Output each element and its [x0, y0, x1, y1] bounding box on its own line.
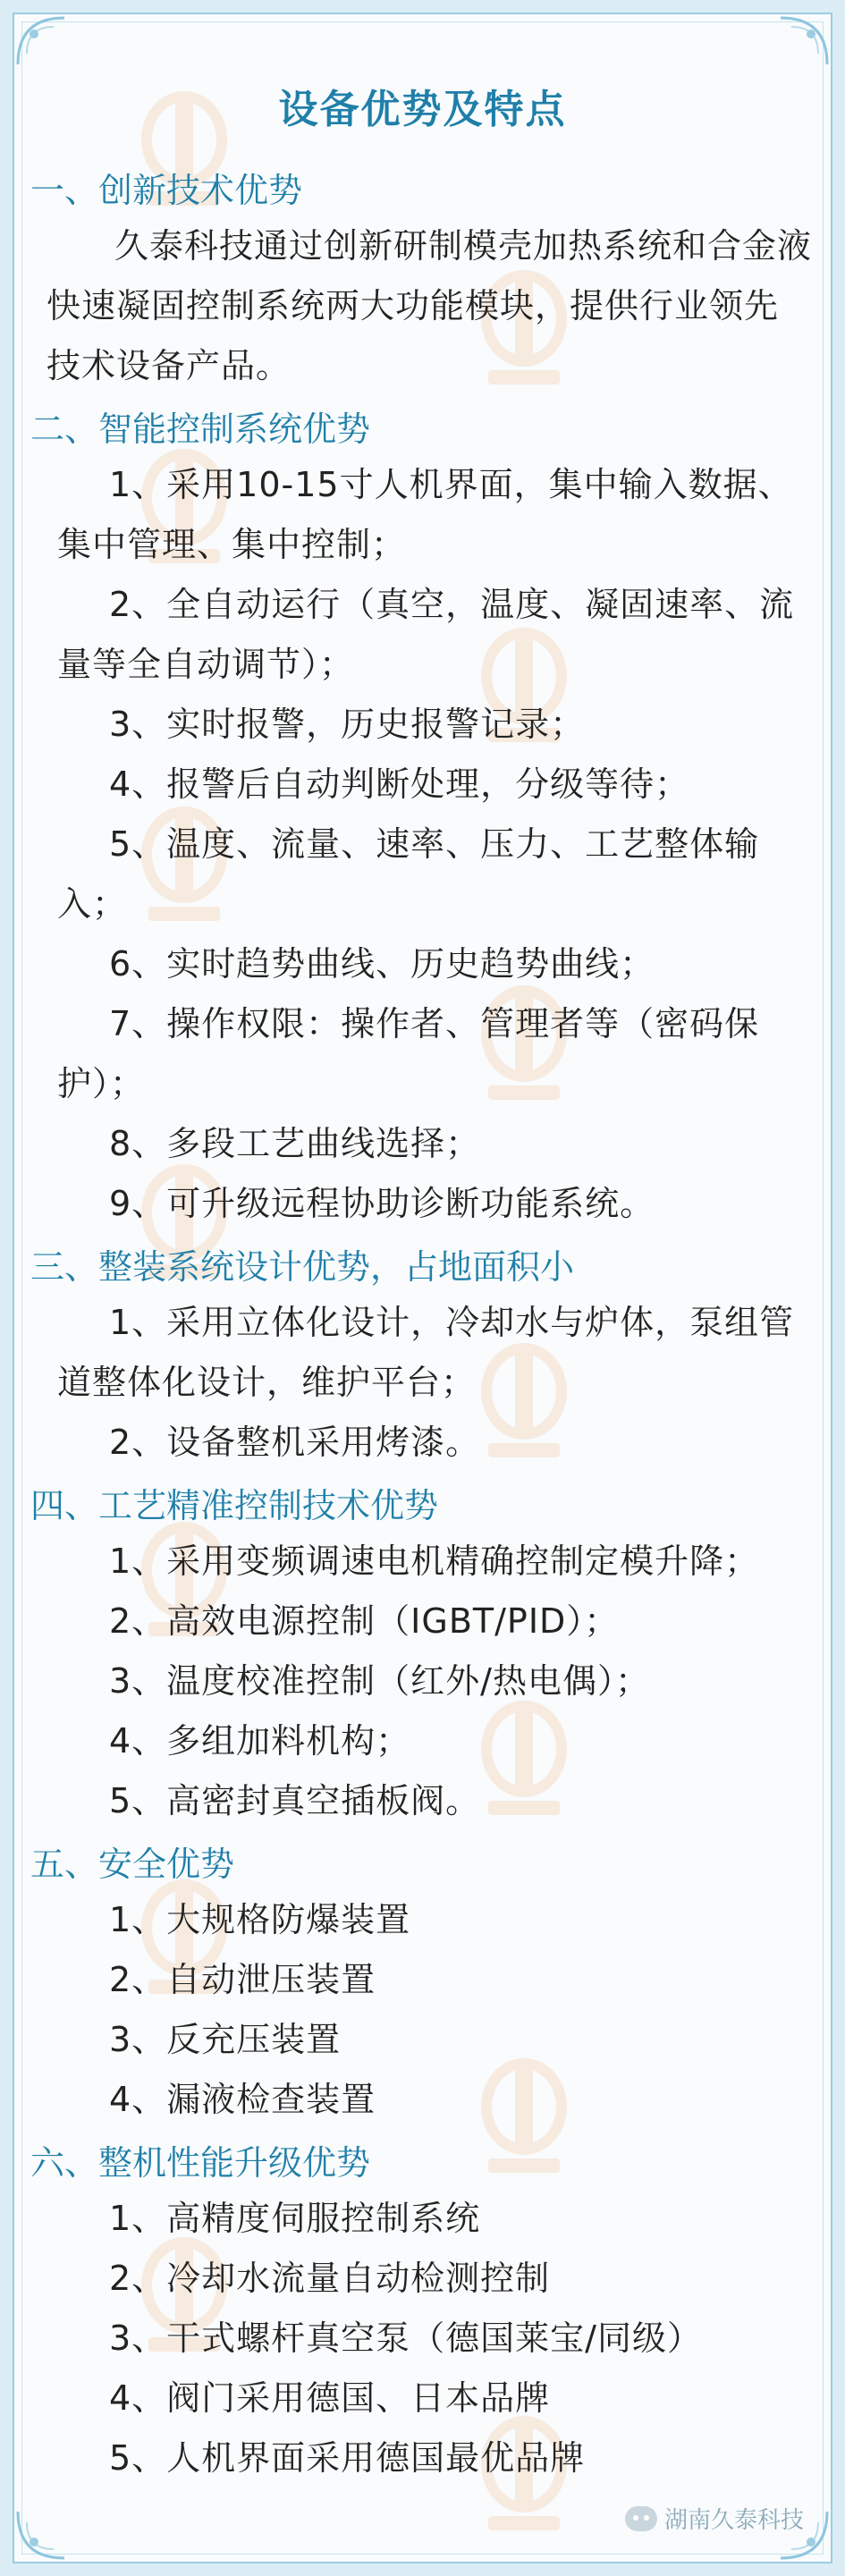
page-title: 设备优势及特点	[278, 87, 567, 132]
list-item: 2、自动泄压装置	[109, 1960, 376, 1999]
content-body	[30, 157, 813, 2492]
list-item: 3、干式螺杆真空泵（德国莱宝/同级）	[109, 2318, 702, 2358]
list-item: 1、大规格防爆装置	[109, 1900, 411, 1939]
list-item: 1、采用变频调速电机精确控制定模升降；	[109, 1541, 760, 1581]
list-item: 2、设备整机采用烤漆。	[109, 1423, 481, 1462]
list-item: 4、漏液检查装置	[109, 2080, 376, 2119]
list-item: 7、操作权限：操作者、管理者等（密码保护）；	[57, 1004, 760, 1103]
list-item: 3、实时报警，历史报警记录；	[109, 705, 586, 744]
list-item: 8、多段工艺曲线选择；	[109, 1124, 481, 1163]
list-item: 1、采用立体化设计，冷却水与炉体，泵组管道整体化设计，维护平台；	[57, 1303, 795, 1402]
list-item: 5、人机界面采用德国最优品牌	[109, 2438, 586, 2478]
brand-label: 湖南久泰科技	[663, 2507, 804, 2534]
corner-ornament	[14, 2508, 68, 2562]
section-heading: 六、整机性能升级优势	[30, 2143, 371, 2183]
list-item: 3、反充压装置	[109, 2020, 342, 2059]
wechat-icon	[625, 2506, 657, 2531]
corner-ornament	[14, 14, 68, 68]
list-item: 4、报警后自动判断处理，分级等待；	[109, 764, 690, 804]
list-item: 1、采用10-15寸人机界面，集中输入数据、集中管理、集中控制；	[57, 465, 793, 564]
section	[30, 165, 813, 396]
section-heading: 四、工艺精准控制技术优势	[30, 1486, 439, 1525]
list-item: 1、高精度伺服控制系统	[109, 2199, 481, 2238]
section-paragraph: 久泰科技通过创新研制模壳加热系统和合金液快速凝固控制系统两大功能模块，提供行业领先技术设备产品。	[46, 226, 813, 385]
section	[30, 1838, 813, 2130]
corner-ornament	[777, 14, 831, 68]
list-item: 3、温度校准控制（红外/热电偶）；	[109, 1661, 650, 1701]
page-frame	[13, 13, 832, 2563]
list-item: 4、阀门采用德国、日本品牌	[109, 2378, 551, 2418]
list-item: 5、高密封真空插板阀。	[109, 1781, 481, 1820]
list-item: 4、多组加料机构；	[109, 1721, 411, 1761]
section-heading: 一、创新技术优势	[30, 171, 303, 210]
section	[30, 2137, 813, 2488]
list-item: 9、可升级远程协助诊断功能系统。	[109, 1184, 655, 1223]
section-heading: 三、整装系统设计优势，占地面积小	[30, 1247, 575, 1287]
section	[30, 403, 813, 1234]
section-heading: 二、智能控制系统优势	[30, 410, 371, 449]
section	[30, 1241, 813, 1473]
list-item: 2、高效电源控制（IGBT/PID）；	[109, 1601, 620, 1641]
section-heading: 五、安全优势	[30, 1845, 235, 1884]
list-item: 2、全自动运行（真空，温度、凝固速率、流量等全自动调节）；	[57, 585, 795, 684]
list-item: 6、实时趋势曲线、历史趋势曲线；	[109, 944, 655, 984]
section	[30, 1480, 813, 1831]
list-item: 2、冷却水流量自动检测控制	[109, 2259, 551, 2298]
list-item: 5、温度、流量、速率、压力、工艺整体输入；	[57, 824, 760, 924]
brand-footer	[625, 2502, 804, 2535]
